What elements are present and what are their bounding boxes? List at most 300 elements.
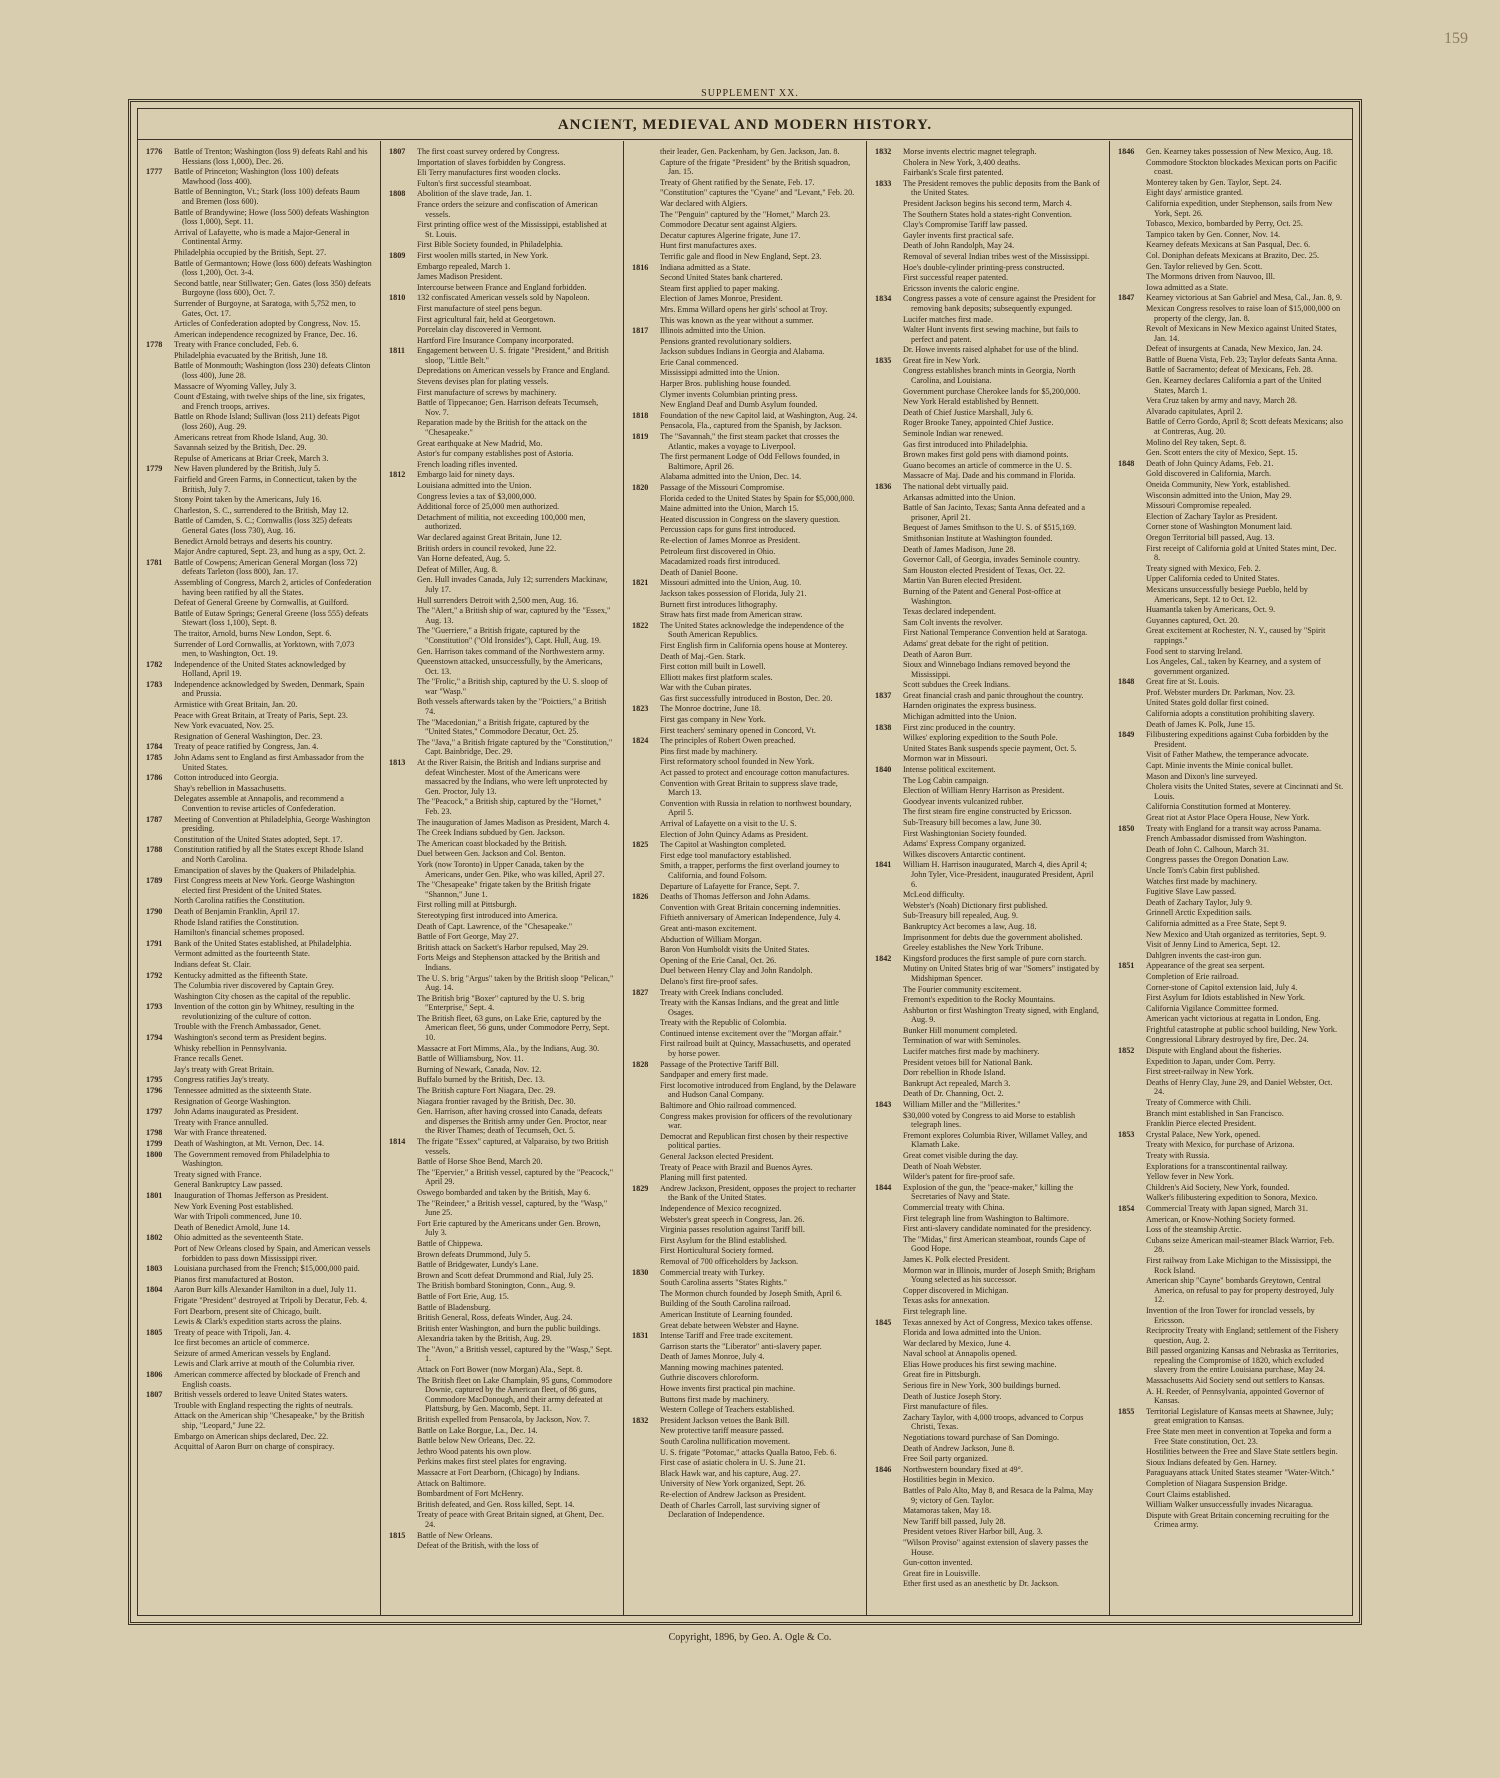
- entry-text: Ice first becomes an article of commerce.: [174, 1338, 310, 1348]
- entry-text: The "Peacock," a British ship, captured by the "Hornet," Feb. 23.: [417, 797, 602, 816]
- entry-year: [389, 1345, 417, 1364]
- entry-year: [146, 721, 174, 731]
- timeline-entry: [389, 262, 615, 272]
- title-divider: [138, 139, 1352, 140]
- timeline-column-2: [380, 141, 623, 1615]
- entry-text: Battle of San Jacinto, Texas; Santa Anna defeated and a prisoner, April 21.: [903, 503, 1086, 522]
- entry-text: Embargo repealed, March 1.: [417, 261, 511, 271]
- entry-text: Philadelphia occupied by the British, Sept. 27.: [174, 247, 327, 257]
- entry-text: James K. Polk elected President.: [903, 1254, 1010, 1264]
- entry-year: [875, 1286, 903, 1296]
- entry-text: United States Bank suspends specie payment, Oct. 5.: [903, 743, 1077, 753]
- entry-text: Seminole Indian war renewed.: [903, 429, 1004, 439]
- timeline-entry: [389, 922, 615, 932]
- timeline-entry: [146, 382, 372, 392]
- timeline-entry: [146, 1233, 372, 1243]
- entry-text: Burnett first introduces lithography.: [660, 599, 778, 609]
- entry-year: [146, 1118, 174, 1128]
- entry-text: Fremont's expedition to the Rocky Mountains.: [903, 995, 1056, 1005]
- entry-text: Act passed to protect and encourage cotton manufactures.: [660, 768, 850, 778]
- entry-year: [875, 786, 903, 796]
- entry-year: 1847: [1118, 293, 1135, 303]
- timeline-entry: [1118, 908, 1344, 918]
- timeline-entry: [1118, 1490, 1344, 1500]
- entry-year: [875, 1058, 903, 1068]
- entry-year: [389, 1324, 417, 1334]
- entry-text: Constitution of the United States adopted, Sept. 17.: [174, 834, 343, 844]
- entry-year: [875, 650, 903, 660]
- timeline-entry: [875, 1089, 1101, 1099]
- timeline-entry: [146, 1139, 372, 1149]
- timeline-entry: [875, 147, 1101, 157]
- timeline-entry: [1118, 824, 1344, 834]
- entry-text: Gen. Harrison, after having crossed into Canada, defeats and disperses the British army under Gen. Proctor, near the River Thames; death of Tecumseh, Oct. 5.: [417, 1107, 607, 1136]
- timeline-entry: [389, 1097, 615, 1107]
- entry-text: Port of New Orleans closed by Spain, and American vessels forbidden to pass down Mississippi river.: [174, 1243, 371, 1263]
- entry-year: [1118, 438, 1146, 448]
- entry-year: 1810: [389, 293, 406, 303]
- entry-text: Van Horne defeated, Aug. 5.: [417, 554, 510, 564]
- timeline-entry: [1118, 709, 1344, 719]
- entry-year: [146, 1307, 174, 1317]
- entry-text: Death of Benedict Arnold, June 14.: [174, 1222, 290, 1232]
- entry-text: Louisiana purchased from the French; $15,000,000 paid.: [174, 1264, 360, 1274]
- timeline-entry: [146, 640, 372, 659]
- timeline-entry: [146, 1390, 372, 1400]
- entry-text: Percussion caps for guns first introduced.: [660, 525, 796, 535]
- entry-text: First railroad built at Quincy, Massachusetts, and operated by horse power.: [660, 1039, 851, 1059]
- timeline-entry: [389, 1107, 615, 1136]
- entry-year: 1792: [146, 970, 163, 980]
- entry-text: Death of James K. Polk, June 15.: [1146, 719, 1255, 729]
- entry-year: [875, 680, 903, 690]
- entry-year: 1813: [389, 758, 406, 768]
- entry-text: Gas first successfully introduced in Boston, Dec. 20.: [660, 693, 833, 703]
- timeline-entry: [875, 325, 1101, 344]
- timeline-entry: [1118, 1172, 1344, 1182]
- timeline-entry: [389, 1345, 615, 1364]
- entry-year: [875, 366, 903, 385]
- entry-year: [146, 1022, 174, 1032]
- entry-year: [875, 829, 903, 839]
- entry-year: 1824: [632, 736, 649, 746]
- entry-year: [389, 1188, 417, 1198]
- entry-text: Zachary Taylor, with 4,000 troops, advanced to Corpus Christi, Texas.: [903, 1412, 1084, 1432]
- timeline-entry: [632, 1173, 858, 1183]
- entry-text: The first coast survey ordered by Congress.: [417, 147, 560, 156]
- entry-text: Bunker Hill monument completed.: [903, 1025, 1018, 1035]
- timeline-entry: [1118, 533, 1344, 543]
- entry-year: 1787: [146, 814, 163, 824]
- entry-year: [632, 715, 660, 725]
- entry-text: American independence recognized by France, Dec. 16.: [174, 329, 358, 339]
- page-title: ANCIENT, MEDIEVAL AND MODERN HISTORY.: [557, 117, 933, 133]
- entry-year: 1825: [632, 840, 649, 850]
- entry-year: [389, 697, 417, 716]
- entry-text: Surrender of Burgoyne, at Saratoga, with 5,752 men, to Gates, Oct. 17.: [174, 298, 356, 318]
- entry-text: Upper California ceded to United States.: [1146, 574, 1280, 584]
- entry-year: [146, 248, 174, 258]
- timeline-entry: [632, 830, 858, 840]
- timeline-entry: [875, 566, 1101, 576]
- entry-year: [389, 647, 417, 657]
- entry-year: [389, 974, 417, 993]
- entry-year: [389, 262, 417, 272]
- timeline-entry: [875, 1381, 1101, 1391]
- entry-text: War with France threatened.: [174, 1128, 267, 1138]
- timeline-entry: [146, 319, 372, 329]
- entry-year: [632, 1039, 660, 1058]
- entry-year: [875, 440, 903, 450]
- timeline-entry: [875, 450, 1101, 460]
- entry-year: [1118, 1479, 1146, 1489]
- timeline-entry: [1118, 1067, 1344, 1077]
- timeline-entry: [1118, 1376, 1344, 1386]
- timeline-entry: [146, 1150, 372, 1169]
- entry-text: Frightful catastrophe at public school building, New York.: [1146, 1024, 1338, 1034]
- timeline-entry: [146, 1411, 372, 1430]
- entry-year: [389, 1044, 417, 1054]
- timeline-entry: [875, 440, 1101, 450]
- entry-text: Massachusetts Aid Society send out settlers to Kansas.: [1146, 1376, 1325, 1386]
- entry-year: [389, 1107, 417, 1136]
- entry-year: [146, 640, 174, 659]
- timeline-entry: [389, 1044, 615, 1054]
- entry-year: [875, 231, 903, 241]
- timeline-entry: [632, 977, 858, 987]
- entry-year: [632, 421, 660, 431]
- entry-year: [146, 547, 174, 557]
- entry-year: [632, 1501, 660, 1520]
- timeline-entry: [1118, 1236, 1344, 1255]
- timeline-entry: [875, 995, 1101, 1005]
- timeline-entry: [1118, 802, 1344, 812]
- entry-text: Death of Aaron Burr.: [903, 649, 973, 659]
- timeline-entry: [146, 1296, 372, 1306]
- entry-year: [1118, 1490, 1146, 1500]
- entry-text: John Adams sent to England as first Ambassador from the United States.: [174, 753, 364, 772]
- entry-text: Treaty of peace ratified by Congress, Jan. 4.: [174, 742, 319, 752]
- entry-year: [632, 998, 660, 1017]
- entry-year: [389, 1199, 417, 1218]
- entry-text: The United States acknowledge the independence of the South American Republics.: [660, 620, 844, 640]
- entry-year: [632, 1321, 660, 1331]
- timeline-entry: [632, 1070, 858, 1080]
- entry-year: [389, 1281, 417, 1291]
- entry-text: Explorations for a transcontinental railway.: [1146, 1161, 1288, 1171]
- timeline-entry: [1118, 761, 1344, 771]
- entry-text: Gen. Kearney declares California a part of the United States, March 1.: [1146, 376, 1322, 395]
- entry-text: Terrific gale and flood in New England, Sept. 23.: [660, 251, 822, 261]
- entry-year: [146, 784, 174, 794]
- entry-year: 1781: [146, 557, 163, 567]
- entry-year: [632, 1448, 660, 1458]
- entry-text: Duel between Gen. Jackson and Col. Benton.: [417, 849, 566, 859]
- entry-year: [389, 200, 417, 219]
- entry-text: Visit of Jenny Lind to America, Sept. 12.: [1146, 940, 1281, 950]
- timeline-entry: [875, 860, 1101, 889]
- entry-year: [1118, 522, 1146, 532]
- entry-text: Treaty of Ghent ratified by the Senate, Feb. 17.: [660, 177, 815, 187]
- entry-year: [146, 475, 174, 494]
- timeline-entry: [389, 1086, 615, 1096]
- entry-text: Treaty signed with Mexico, Feb. 2.: [1146, 563, 1261, 573]
- entry-text: Election of Zachary Taylor as President.: [1146, 511, 1278, 521]
- timeline-entry: [389, 849, 615, 859]
- timeline-entry: [875, 901, 1101, 911]
- entry-text: Battle of Tippecanoe; Gen. Harrison defeats Tecumseh, Nov. 7.: [417, 398, 599, 417]
- entry-year: [875, 1224, 903, 1234]
- timeline-entry: [146, 794, 372, 813]
- entry-year: [146, 794, 174, 813]
- entry-text: The Columbia river discovered by Captain Grey.: [174, 981, 334, 991]
- entry-text: Erie Canal commenced.: [660, 357, 739, 367]
- timeline-entry: [1118, 219, 1344, 229]
- timeline-entry: [146, 1202, 372, 1212]
- entry-year: 1830: [632, 1267, 649, 1277]
- timeline-entry: [875, 263, 1101, 273]
- entry-text: James Madison President.: [417, 272, 503, 282]
- entry-year: [389, 283, 417, 293]
- timeline-entry: [389, 880, 615, 899]
- entry-text: The "Epervier," a British vessel, captured by the "Peacock," April 29.: [417, 1167, 614, 1187]
- timeline-entry: [146, 279, 372, 298]
- entry-year: 1791: [146, 938, 163, 948]
- entry-year: [875, 943, 903, 953]
- entry-year: [389, 900, 417, 910]
- entry-year: [1118, 251, 1146, 261]
- entry-text: Explosion of the gun, the "peace-maker," killing the Secretaries of Navy and State.: [903, 1182, 1074, 1202]
- timeline-entry: [632, 819, 858, 829]
- timeline-entry: [632, 1321, 858, 1331]
- entry-text: $30,000 voted by Congress to aid Morse to establish telegraph lines.: [903, 1110, 1076, 1130]
- entry-text: Brown makes first gold pens with diamond points.: [903, 450, 1069, 460]
- timeline-entry: [875, 523, 1101, 533]
- entry-text: Convention with Great Britain concerning indemnities.: [660, 902, 841, 912]
- entry-text: Free Soil party organized.: [903, 1454, 988, 1464]
- entry-year: [875, 807, 903, 817]
- entry-year: [389, 1457, 417, 1467]
- entry-year: [875, 660, 903, 679]
- timeline-entry: [632, 1405, 858, 1415]
- entry-text: Battle on Rhode Island; Sullivan (loss 211) defeats Pigot (loss 260), Aug. 29.: [174, 412, 360, 432]
- entry-text: President vetoes River Harbor bill, Aug. 3.: [903, 1527, 1043, 1537]
- timeline-entry: [389, 346, 615, 365]
- entry-year: [632, 861, 660, 880]
- entry-text: First agricultural fair, held at Georgetown.: [417, 314, 556, 324]
- entry-year: [389, 1541, 417, 1551]
- timeline-entry: [632, 494, 858, 504]
- entry-text: Capture of the frigate "President" by the British squadron, Jan. 15.: [660, 157, 851, 177]
- entry-year: [875, 850, 903, 860]
- timeline-entry: [1118, 1098, 1344, 1108]
- timeline-entry: [875, 1266, 1101, 1285]
- entry-text: Peace with Great Britain, at Treaty of Paris, Sept. 23.: [174, 710, 348, 720]
- timeline-entry: [389, 626, 615, 645]
- entry-year: [632, 178, 660, 188]
- timeline-entry: [632, 694, 858, 704]
- entry-year: [875, 1392, 903, 1402]
- entry-year: [875, 1360, 903, 1370]
- timeline-entry: [632, 158, 858, 177]
- timeline-entry: [875, 1162, 1101, 1172]
- timeline-entry: [875, 1068, 1101, 1078]
- entry-year: [1118, 1447, 1146, 1457]
- entry-text: Treaty of Peace with Brazil and Buenos Ayres.: [660, 1162, 813, 1172]
- entry-year: [875, 241, 903, 251]
- entry-year: [875, 607, 903, 617]
- timeline-entry: [632, 1204, 858, 1214]
- timeline-entry: [1118, 730, 1344, 749]
- entry-text: Gas first introduced into Philadelphia.: [903, 439, 1028, 449]
- entry-text: Election of John Quincy Adams as President.: [660, 829, 809, 839]
- timeline-entry: [875, 1255, 1101, 1265]
- entry-year: [632, 1278, 660, 1288]
- entry-text: Oregon Territorial bill passed, Aug. 13.: [1146, 532, 1275, 542]
- entry-year: 1838: [875, 722, 892, 732]
- entry-year: [389, 377, 417, 387]
- entry-year: [875, 1068, 903, 1078]
- timeline-entry: [875, 985, 1101, 995]
- timeline-entry: [389, 828, 615, 838]
- entry-text: The "Savannah," the first steam packet that crosses the Atlantic, makes a voyage to Liverpool.: [660, 432, 840, 451]
- timeline-entry: [632, 1331, 858, 1341]
- entry-text: The "Chesapeake" frigate taken by the British frigate "Shannon," June 1.: [417, 880, 591, 899]
- entry-year: [632, 830, 660, 840]
- timeline-entry: [146, 351, 372, 361]
- entry-text: Reparation made by the British for the attack on the "Chesapeake.": [417, 418, 587, 438]
- timeline-entry: [632, 988, 858, 998]
- timeline-entry: [1118, 240, 1344, 250]
- entry-year: [632, 305, 660, 315]
- timeline-entry: [875, 1172, 1101, 1182]
- timeline-entry: [389, 697, 615, 716]
- entry-text: Frigate "President" destroyed at Tripoli by Decatur, Feb. 4.: [174, 1295, 368, 1305]
- entry-year: [632, 1384, 660, 1394]
- entry-year: [632, 504, 660, 514]
- timeline-entry: [632, 1395, 858, 1405]
- entry-text: Territorial Legislature of Kansas meets at Shawnee, July; great emigration to Kansas.: [1146, 1406, 1334, 1426]
- timeline-entry: [1118, 720, 1344, 730]
- entry-year: [875, 1047, 903, 1057]
- timeline-entry: [146, 960, 372, 970]
- entry-text: Attack on the American ship "Chesapeake," by the British ship, "Leopard," June 22.: [174, 1411, 365, 1431]
- timeline-entry: [1118, 1276, 1344, 1305]
- timeline-entry: [632, 252, 858, 262]
- entry-year: 1845: [875, 1317, 892, 1327]
- entry-text: Missouri admitted into the Union, Aug. 10.: [660, 578, 802, 588]
- timeline-entry: [632, 273, 858, 283]
- entry-text: American Institute of Learning founded.: [660, 1309, 793, 1319]
- timeline-entry: [875, 618, 1101, 628]
- timeline-entry: [1118, 1025, 1344, 1035]
- entry-text: Jethro Wood patents his own plow.: [417, 1446, 532, 1456]
- timeline-entry: [875, 315, 1101, 325]
- timeline-entry: [1118, 491, 1344, 501]
- entry-year: 1807: [389, 147, 406, 156]
- entry-text: Clay's Compromise Tariff law passed.: [903, 220, 1028, 230]
- timeline-entry: [1118, 626, 1344, 645]
- entry-year: 1832: [875, 147, 892, 156]
- timeline-entry: [1118, 585, 1344, 604]
- timeline-entry: [1118, 522, 1344, 532]
- timeline-entry: [1118, 1427, 1344, 1446]
- entry-text: Filibustering expeditions against Cuba forbidden by the President.: [1146, 730, 1329, 749]
- timeline-entry: [389, 220, 615, 239]
- entry-year: [875, 1026, 903, 1036]
- timeline-entry: [632, 1384, 858, 1394]
- timeline-entry: [146, 454, 372, 464]
- entry-year: [875, 315, 903, 325]
- entry-year: [389, 626, 417, 645]
- timeline-entry: [1118, 376, 1344, 395]
- entry-year: 1802: [146, 1233, 163, 1243]
- entry-year: [632, 924, 660, 934]
- entry-year: [389, 502, 417, 512]
- entry-text: Battle of Monmouth; Washington (loss 230) defeats Clinton (loss 400), June 28.: [174, 361, 371, 381]
- timeline-entry: [1118, 304, 1344, 323]
- timeline-entry: [875, 954, 1101, 964]
- entry-text: The "Penguin" captured by the "Hornet," March 23.: [660, 209, 831, 219]
- entry-year: [389, 449, 417, 459]
- entry-text: Fairbank's Scale first patented.: [903, 168, 1004, 178]
- entry-text: Eli Terry manufactures first wooden clocks.: [417, 168, 561, 178]
- entry-text: Fiftieth anniversary of American Independence, July 4.: [660, 913, 841, 923]
- timeline-entry: [875, 1506, 1101, 1516]
- timeline-entry: [389, 439, 615, 449]
- timeline-entry: [1118, 230, 1344, 240]
- entry-year: [146, 981, 174, 991]
- entry-text: Naval school at Annapolis opened.: [903, 1349, 1017, 1359]
- entry-year: [632, 568, 660, 578]
- entry-text: Defeat of insurgents at Canada, New Mexico, Jan. 24.: [1146, 344, 1323, 354]
- timeline-entry: [1118, 365, 1344, 375]
- timeline-entry: [632, 1225, 858, 1235]
- timeline-entry: [389, 1137, 615, 1156]
- entry-text: This was known as the year without a summer.: [660, 315, 814, 325]
- entry-text: Crystal Palace, New York, opened.: [1146, 1129, 1261, 1139]
- entry-text: Importation of slaves forbidden by Congress.: [417, 157, 566, 167]
- timeline-entry: [1118, 469, 1344, 479]
- timeline-entry: [632, 1363, 858, 1373]
- timeline-entry: [632, 557, 858, 567]
- timeline-entry: [875, 1026, 1101, 1036]
- entry-text: Foundation of the new Capitol laid, at Washington, Aug. 24.: [660, 410, 858, 420]
- entry-text: Burning of the Patent and General Post-office at Washington.: [903, 586, 1061, 606]
- timeline-entry: [146, 330, 372, 340]
- timeline-entry: [875, 587, 1101, 606]
- entry-year: [875, 471, 903, 481]
- entry-text: Webster's great speech in Congress, Jan. 26.: [660, 1214, 805, 1224]
- timeline-entry: [632, 220, 858, 230]
- timeline-entry: [632, 600, 858, 610]
- entry-year: 1797: [146, 1107, 163, 1117]
- entry-text: Rhode Island ratifies the Constitution.: [174, 917, 299, 927]
- timeline-entry: [146, 876, 372, 895]
- timeline-entry: [875, 461, 1101, 471]
- entry-year: 1785: [146, 753, 163, 763]
- timeline-entry: [1118, 750, 1344, 760]
- timeline-entry: [389, 1479, 615, 1489]
- entry-text: The British fleet, 63 guns, on Lake Erie, captured by the American fleet, 56 guns, under Commodore Perry, Sept. 10.: [417, 1013, 610, 1043]
- entry-year: [1118, 1215, 1146, 1225]
- timeline-entry: [875, 1444, 1101, 1454]
- entry-year: [875, 418, 903, 428]
- entry-year: [1118, 1014, 1146, 1024]
- timeline-columns: [138, 141, 1352, 1615]
- entry-text: Mormon war in Missouri.: [903, 754, 988, 764]
- entry-year: [1118, 491, 1146, 501]
